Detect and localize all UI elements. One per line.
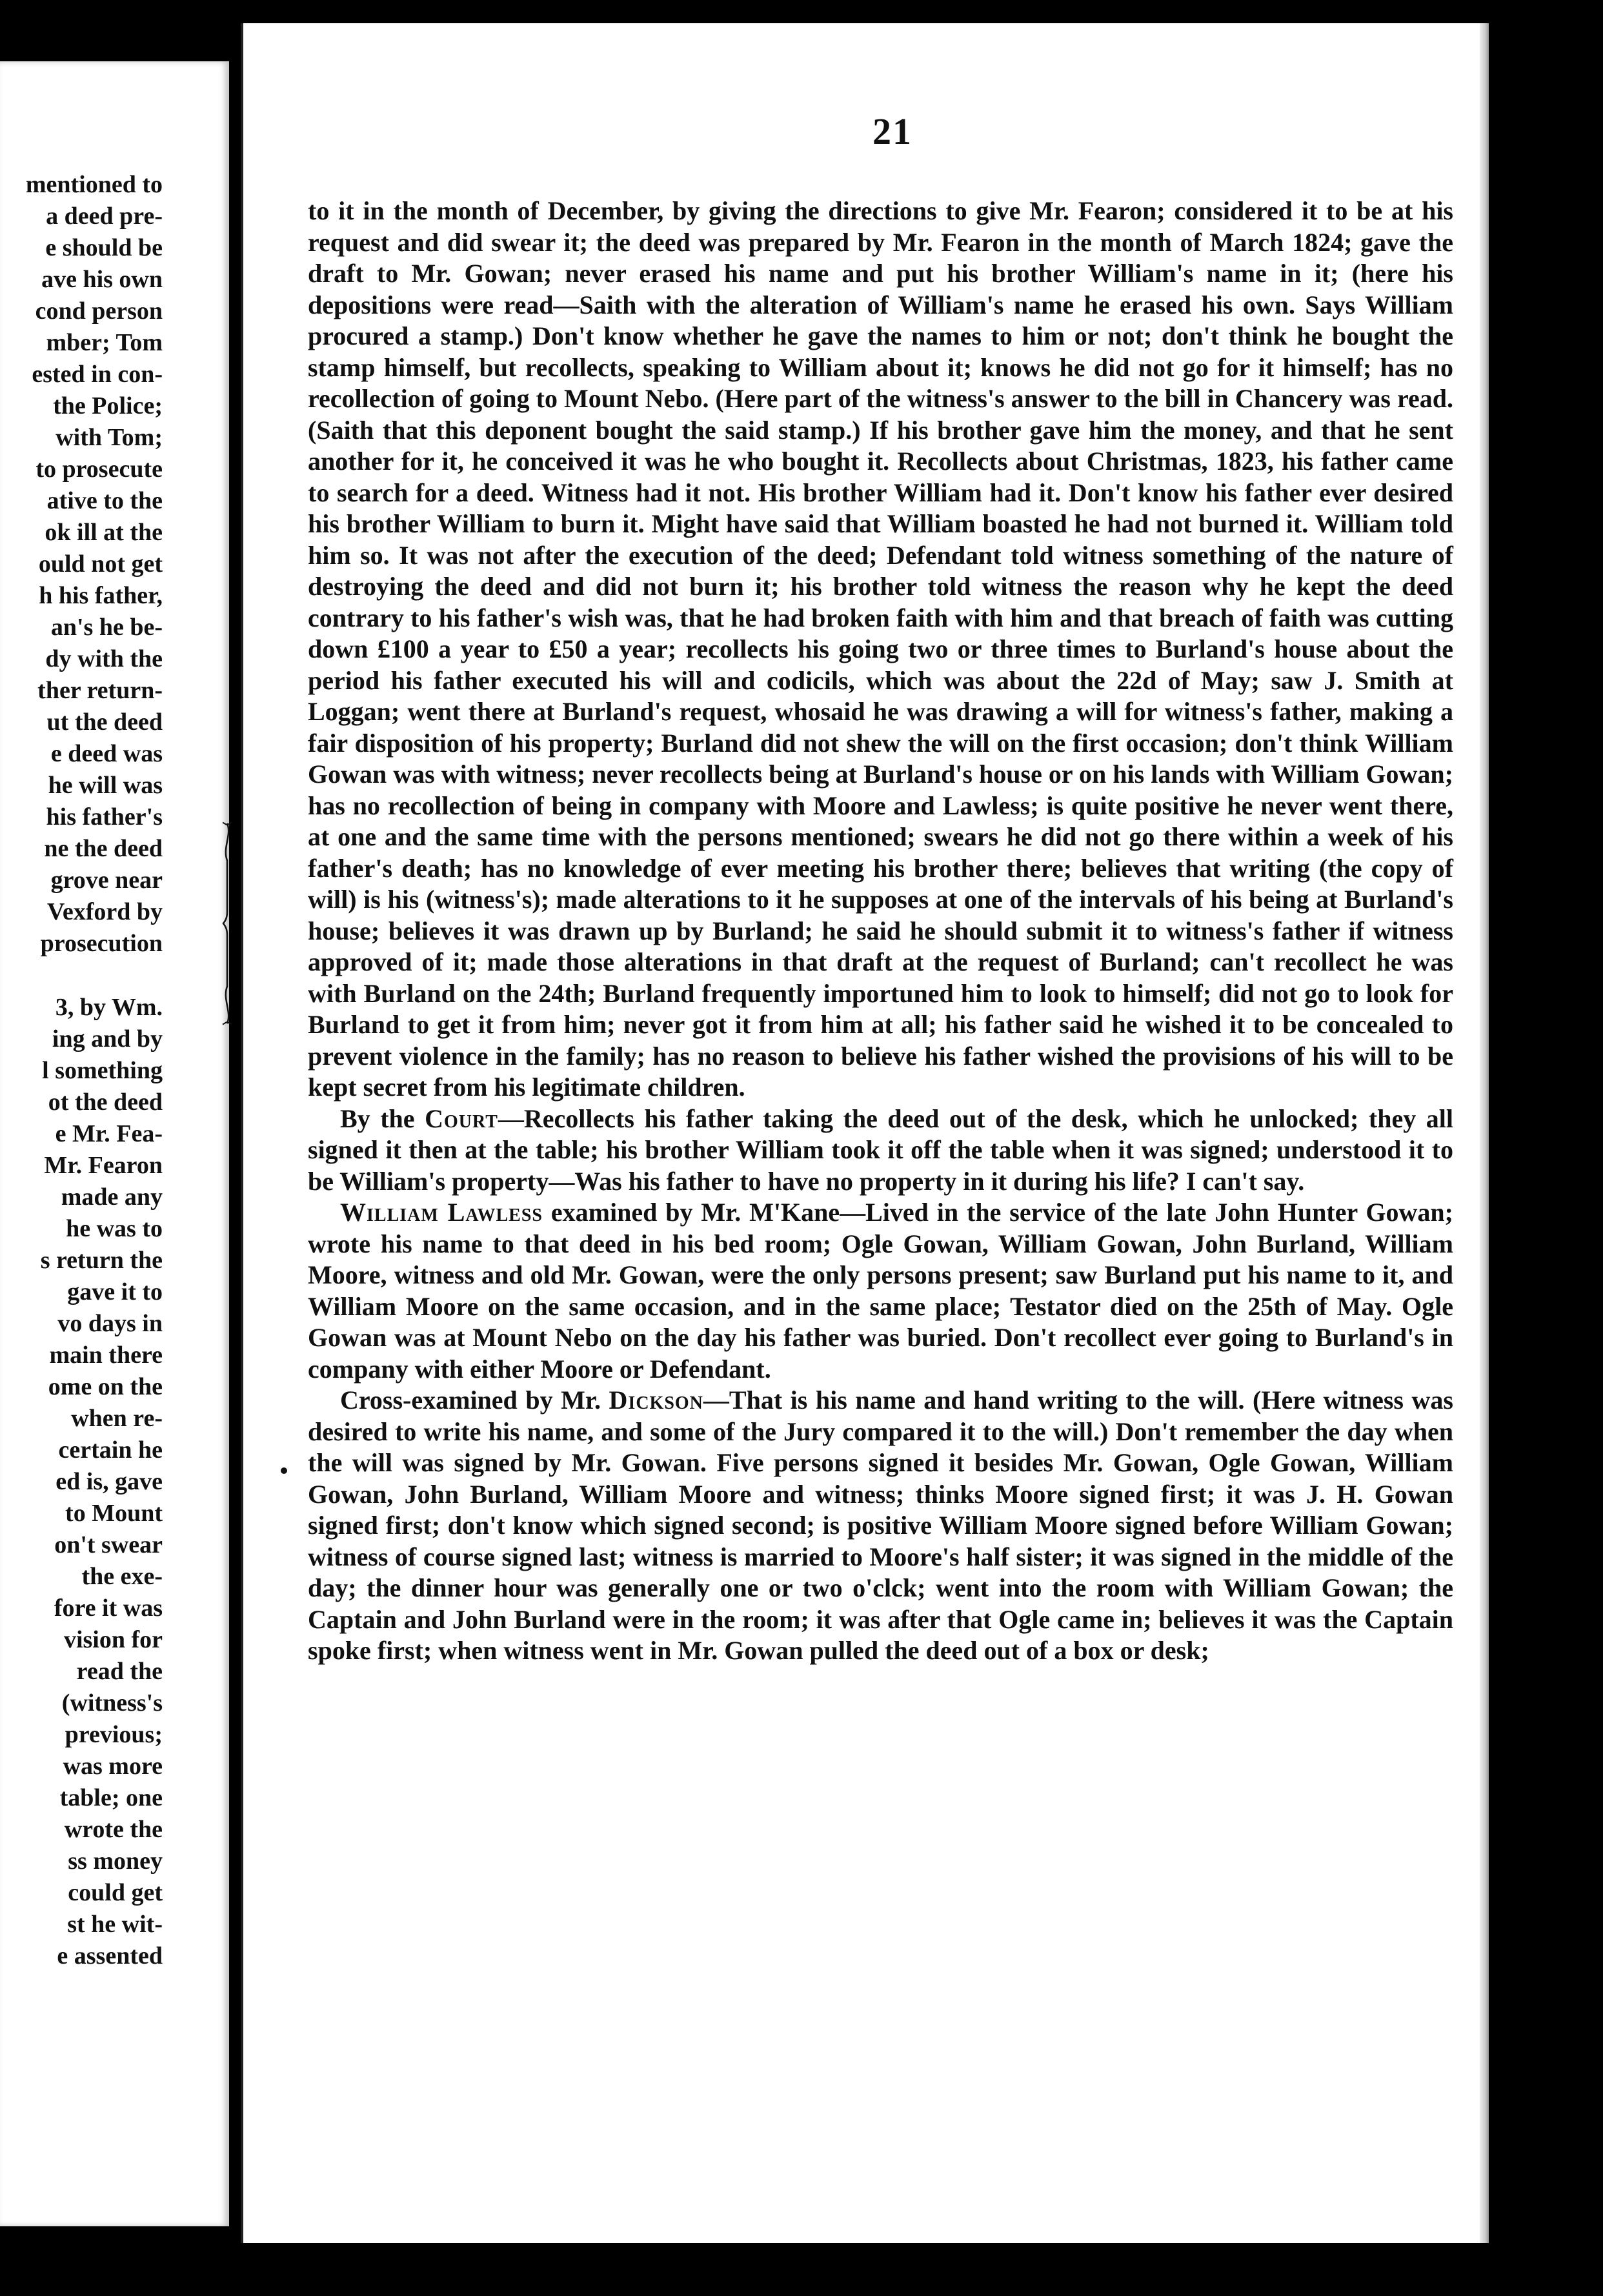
small-caps-name: William Lawless: [340, 1198, 543, 1227]
body-text: [308, 196, 1453, 1667]
left-page-gap: [26, 960, 163, 992]
left-page-line: ne the deed: [44, 835, 163, 862]
left-page-line: could get: [68, 1879, 163, 1906]
left-page-line: l something: [42, 1057, 163, 1084]
left-page-line: mentioned to: [25, 171, 163, 198]
left-page-line: the exe-: [81, 1563, 163, 1590]
small-caps-name: Dickson: [609, 1385, 703, 1415]
left-page-line: e should be: [45, 234, 163, 261]
paragraph-text: —That is his name and hand writing to the will. (Here witness was desired to write his name, and some of the Jury compared it to the will.) Don't remember the day when the will was signed by Mr. Gowan. Five persons signed it besides Mr. Gowan, Ogle Gowan, William Gowan, John Burland, William Moore and witness; thinks Moore signed first; it was J. H. Gowan signed first; don't know which signed second; is positive William Moore signed before William Gowan; witness of course signed last; witness is married to Moore's half sister; it was signed in the middle of the day; the dinner hour was generally one or two o'clck; went into the room with William Gowan; the Captain and John Burland were in the room; it was after that Ogle came in; believes it was the Captain spoke first; when witness went in Mr. Gowan pulled the deed out of a box or desk;: [308, 1385, 1453, 1665]
book-gutter: [229, 0, 241, 2296]
left-page-line: main there: [49, 1342, 163, 1369]
page-number: 21: [872, 110, 912, 152]
left-page-line: when re-: [71, 1405, 163, 1432]
left-page-line: to prosecute: [35, 456, 163, 483]
left-page-line: e Mr. Fea-: [55, 1120, 163, 1147]
paragraph-text: examined by Mr. M'Kane—Lived in the service of the late John Hunter Gowan; wrote his name to that deed in his bed room; Ogle Gowan, William Gowan, John Burland, William Moore, witness and old Mr. Gowan, were the only persons present; saw Burland put his name to it, and William Moore on the same occasion, and in the same place; Testator died on the 25th of May. Ogle Gowan was at Mount Nebo on the day his father was buried. Don't recollect ever going to Burland's in company with either Moore or Defendant.: [308, 1198, 1453, 1384]
left-page-line: made any: [61, 1183, 163, 1211]
left-page-line: was more: [63, 1753, 163, 1780]
body-paragraph: [308, 196, 1453, 1103]
left-page-line: ested in con-: [32, 361, 163, 388]
left-page-text: [26, 169, 163, 1972]
right-page: [241, 23, 1482, 2243]
left-page-line: to Mount: [65, 1500, 163, 1527]
body-paragraph: [308, 1197, 1453, 1385]
paragraph-text: —Recollects his father taking the deed out of the desk, which he unlocked; they all signed it then at the table; his brother William took it off the table when it was signed; understood it to be William's property—Was his father to have no property in it during his life? I can't say.: [308, 1103, 1453, 1196]
left-page-line: (witness's: [61, 1689, 163, 1717]
paragraph-text: Cross-examined by Mr.: [340, 1385, 609, 1415]
left-page-line: grove near: [50, 867, 163, 894]
left-page-line: ot the deed: [48, 1089, 163, 1116]
left-page-line: Vexford by: [46, 898, 163, 925]
left-page-line: ut the deed: [46, 709, 163, 736]
left-page-line: his father's: [46, 803, 163, 831]
left-page-line: cond person: [35, 297, 163, 325]
left-page-line: Mr. Fearon: [44, 1152, 163, 1179]
left-page-line: vision for: [63, 1626, 163, 1653]
left-page: [0, 61, 229, 2226]
left-page-line: s return the: [40, 1247, 163, 1274]
left-page-line: 3, by Wm.: [55, 994, 163, 1021]
paragraph-text: By the: [340, 1103, 425, 1133]
left-page-line: with Tom;: [55, 424, 163, 451]
left-page-line: mber; Tom: [46, 329, 163, 356]
left-page-line: ed is, gave: [55, 1468, 163, 1495]
left-page-line: e assented: [57, 1942, 163, 1969]
left-page-line: the Police;: [53, 392, 163, 419]
left-page-line: ative to the: [46, 487, 163, 514]
left-page-line: ok ill at the: [45, 519, 163, 546]
left-page-line: prosecution: [40, 930, 163, 957]
left-page-line: he will was: [48, 772, 163, 799]
left-page-line: ome on the: [48, 1373, 163, 1400]
left-page-line: on't swear: [54, 1531, 163, 1558]
left-page-line: h his father,: [39, 582, 163, 609]
paragraph-text: to it in the month of December, by giving the directions to give Mr. Fearon; considered it to be at his request and did swear it; the deed was prepared by Mr. Fearon in the month of March 1824; gave the draft to Mr. Gowan; never erased his name and put his brother William's name in it; (here his depositions were read—Saith with the alteration of William's name he erased his own. Says William procured a stamp.) Don't know whether he gave the names to him or not; don't think he bought the stamp himself, but recollects, speaking to William about it; knows he did not go for it himself; has no recollection of going to Mount Nebo. (Here part of the witness's answer to the bill in Chancery was read. (Saith that this deponent bought the said stamp.) If his brother gave him the money, and that he sent another for it, he conceived it was he who bought it. Recollects about Christmas, 1823, his father came to search for a deed. Witness had it not. His brother William had it. Don't know his father ever desired his brother William to burn it. Might have said that William boasted he had not burned it. William told him so. It was not after the execution of the deed; Defendant told witness something of the nature of destroying the deed and did not burn it; his brother told witness the reason why he kept the deed contrary to his father's wish was, that he had broken faith with him and that breach of faith was cutting down £100 a year to £50 a year; recollects his going two or three times to Burland's house about the period his father executed his will and codicils, which was about the 22d of May; saw J. Smith at Loggan; went there at Burland's request, whosaid he was drawing a will for witness's father, making a fair disposition of his property; Burland did not shew the will on the first occasion; don't think William Gowan was with witness; never recollects being at Burland's house or on his lands with William Gowan; has no recollection of being in company with Moore and Lawless; is quite positive he never went there, at one and the same time with the persons mentioned; swears he did not go there within a week of his father's death; has no knowledge of ever meeting his brother there; believes that writing (the copy of will) is his (witness's); made alterations to it he supposes at one of the intervals of his being at Burland's house; believes it was drawn up by Burland; he said he should submit it to witness's father if witness approved of it; made those alterations in that draft at the request of Burland; can't recollect he was with Burland on the 24th; Burland frequently importuned him to look to himself; did not go to look for Burland to get it from him; never got it from him at all; his father said he wished it to be concealed to prevent violence in the family; has no reason to believe his father wished the provisions of his will to be kept secret from his legitimate children.: [308, 196, 1453, 1102]
left-page-line: ave his own: [41, 266, 163, 293]
left-page-line: vo days in: [57, 1310, 163, 1337]
left-page-line: certain he: [58, 1436, 163, 1464]
left-page-line: wrote the: [64, 1816, 163, 1843]
left-page-line: e deed was: [50, 740, 163, 767]
left-page-line: table; one: [59, 1784, 163, 1811]
left-page-line: an's he be-: [50, 614, 163, 641]
body-paragraph: [308, 1385, 1453, 1667]
left-page-line: ther return-: [37, 677, 163, 704]
left-page-line: ss money: [68, 1848, 163, 1875]
left-page-line: gave it to: [67, 1278, 163, 1305]
left-page-line: st he wit-: [67, 1911, 163, 1938]
body-paragraph: [308, 1103, 1453, 1198]
margin-dot-mark: [281, 1467, 287, 1474]
left-page-line: dy with the: [45, 645, 163, 672]
left-page-line: ing and by: [52, 1025, 163, 1052]
left-page-line: ould not get: [38, 550, 163, 578]
left-page-line: he was to: [66, 1215, 163, 1242]
left-page-line: fore it was: [54, 1595, 163, 1622]
margin-bracket-mark: [217, 720, 237, 1127]
left-page-line: previous;: [65, 1721, 163, 1748]
left-page-line: read the: [76, 1658, 163, 1685]
small-caps-name: Court: [425, 1103, 498, 1133]
left-page-line: a deed pre-: [46, 203, 163, 230]
